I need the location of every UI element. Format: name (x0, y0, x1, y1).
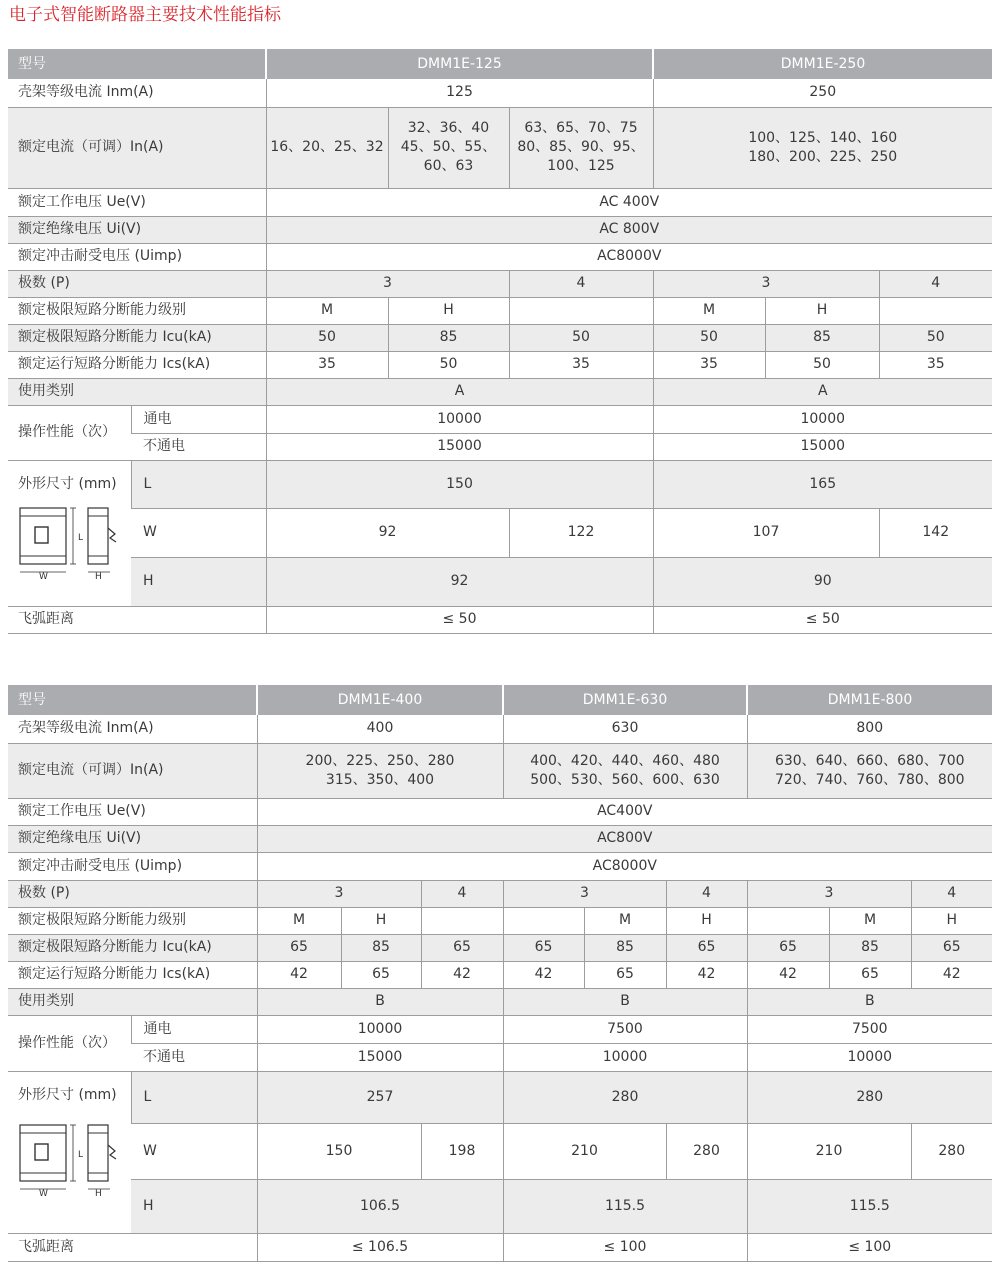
dim-W-value: 198 (421, 1123, 503, 1179)
level-cell: H (666, 907, 747, 934)
model-label: 型号 (8, 685, 257, 715)
svg-text:L: L (78, 532, 84, 543)
operation-label: 操作性能（次） (8, 405, 131, 460)
level-cell: H (911, 907, 992, 934)
level-cell: M (584, 907, 666, 934)
icu-row (8, 934, 992, 961)
icu-cell: 65 (666, 934, 747, 961)
dim-W-value: 210 (747, 1123, 911, 1179)
category-row (8, 988, 992, 1015)
ics-row (8, 961, 992, 988)
ue-row (8, 798, 992, 825)
ue-label: 额定工作电压 Ue(V) (8, 188, 266, 216)
category-label: 使用类别 (8, 988, 257, 1015)
category-value: A (653, 378, 992, 405)
level-cell: M (653, 297, 765, 324)
operation-off-row (8, 1043, 992, 1071)
poles-label: 极数 (P) (8, 270, 266, 297)
dim-H-value: 90 (653, 557, 992, 606)
icu-label: 额定极限短路分断能力 Icu(kA) (8, 934, 257, 961)
breaking-level-row (8, 297, 992, 324)
dim-H-value: 115.5 (503, 1179, 747, 1233)
op-on-value: 7500 (503, 1015, 747, 1043)
arc-label: 飞弧距离 (8, 606, 266, 633)
icu-cell: 65 (911, 934, 992, 961)
rated-current-value: 630、640、660、680、700 720、740、760、780、800 (747, 743, 992, 798)
arc-value: ≤ 100 (747, 1233, 992, 1261)
ics-cell: 42 (666, 961, 747, 988)
ue-value: AC400V (257, 798, 992, 825)
dimensions-cell (8, 460, 131, 606)
level-cell (421, 907, 503, 934)
rated-current-value: 100、125、140、160 180、200、225、250 (653, 107, 992, 188)
ics-cell: 50 (765, 351, 879, 378)
powered-label: 通电 (131, 405, 266, 433)
dim-H-value: 92 (266, 557, 653, 606)
dim-L-value: 150 (266, 460, 653, 508)
frame-current-value: 125 (266, 79, 653, 107)
powered-label: 通电 (131, 1015, 257, 1043)
poles-value: 4 (879, 270, 992, 297)
ics-cell: 35 (266, 351, 388, 378)
dim-W-value: 107 (653, 508, 879, 557)
icu-label: 额定极限短路分断能力 Icu(kA) (8, 324, 266, 351)
icu-cell: 85 (829, 934, 911, 961)
spec-table-400-800 (8, 685, 992, 1262)
dim-L-label: L (131, 1071, 257, 1123)
breaking-level-row (8, 907, 992, 934)
svg-text:L: L (78, 1149, 84, 1160)
icu-cell: 65 (747, 934, 829, 961)
rated-current-label: 额定电流（可调）In(A) (8, 107, 266, 188)
arc-value: ≤ 50 (653, 606, 992, 633)
poles-value: 3 (266, 270, 509, 297)
dimensions-label: 外形尺寸 (mm) (18, 475, 117, 492)
level-cell (503, 907, 584, 934)
rated-current-value: 32、36、40 45、50、55、 60、63 (388, 107, 509, 188)
level-cell (509, 297, 653, 324)
model-dmm1e-400: DMM1E-400 (257, 685, 503, 715)
level-cell (747, 907, 829, 934)
category-label: 使用类别 (8, 378, 266, 405)
poles-row (8, 880, 992, 907)
poles-value: 4 (509, 270, 653, 297)
dim-W-value: 142 (879, 508, 992, 557)
arc-row (8, 606, 992, 633)
ue-label: 额定工作电压 Ue(V) (8, 798, 257, 825)
dimensions-cell (8, 1071, 131, 1233)
category-value: B (257, 988, 503, 1015)
dimensions-label: 外形尺寸 (mm) (18, 1086, 117, 1103)
poles-row (8, 270, 992, 297)
breaker-outline-diagram (18, 1123, 122, 1197)
svg-text:H: H (95, 571, 102, 580)
ics-cell: 42 (421, 961, 503, 988)
frame-current-row (8, 715, 992, 743)
rated-current-row (8, 107, 992, 188)
category-value: B (503, 988, 747, 1015)
icu-row (8, 324, 992, 351)
model-label: 型号 (8, 49, 266, 79)
breaking-level-label: 额定极限短路分断能力级别 (8, 297, 266, 324)
op-off-value: 15000 (257, 1043, 503, 1071)
dim-W-label: W (131, 508, 266, 557)
ue-value: AC 400V (266, 188, 992, 216)
rated-current-value: 200、225、250、280 315、350、400 (257, 743, 503, 798)
op-off-value: 10000 (747, 1043, 992, 1071)
dim-H-row (8, 557, 992, 606)
level-cell (879, 297, 992, 324)
rated-current-value: 63、65、70、75 80、85、90、95、 100、125 (509, 107, 653, 188)
spec-table-125-250 (8, 49, 992, 634)
level-cell: H (341, 907, 421, 934)
category-row (8, 378, 992, 405)
ics-cell: 42 (257, 961, 341, 988)
ui-label: 额定绝缘电压 Ui(V) (8, 216, 266, 243)
arc-row (8, 1233, 992, 1261)
icu-cell: 85 (388, 324, 509, 351)
frame-current-label: 壳架等级电流 Inm(A) (8, 715, 257, 743)
dim-L-label: L (131, 460, 266, 508)
ics-label: 额定运行短路分断能力 Ics(kA) (8, 961, 257, 988)
svg-text:W: W (39, 1188, 48, 1197)
dim-H-value: 115.5 (747, 1179, 992, 1233)
dim-L-value: 257 (257, 1071, 503, 1123)
ics-row (8, 351, 992, 378)
model-dmm1e-800: DMM1E-800 (747, 685, 992, 715)
uimp-row (8, 243, 992, 270)
icu-cell: 50 (653, 324, 765, 351)
op-on-value: 10000 (653, 405, 992, 433)
category-value: A (266, 378, 653, 405)
level-cell: M (257, 907, 341, 934)
unpowered-label: 不通电 (131, 433, 266, 460)
rated-current-label: 额定电流（可调）In(A) (8, 743, 257, 798)
poles-value: 4 (666, 880, 747, 907)
dim-W-label: W (131, 1123, 257, 1179)
dim-W-value: 280 (666, 1123, 747, 1179)
icu-cell: 65 (257, 934, 341, 961)
frame-current-value: 400 (257, 715, 503, 743)
arc-value: ≤ 100 (503, 1233, 747, 1261)
poles-value: 4 (911, 880, 992, 907)
ics-cell: 35 (879, 351, 992, 378)
poles-label: 极数 (P) (8, 880, 257, 907)
dim-W-row (8, 1123, 992, 1179)
level-cell: H (765, 297, 879, 324)
frame-current-label: 壳架等级电流 Inm(A) (8, 79, 266, 107)
dim-H-value: 106.5 (257, 1179, 503, 1233)
icu-cell: 85 (341, 934, 421, 961)
ics-cell: 42 (503, 961, 584, 988)
icu-cell: 85 (584, 934, 666, 961)
uimp-label: 额定冲击耐受电压 (Uimp) (8, 852, 257, 880)
dim-W-value: 122 (509, 508, 653, 557)
op-on-value: 10000 (266, 405, 653, 433)
ics-cell: 35 (509, 351, 653, 378)
operation-on-row (8, 1015, 992, 1043)
svg-text:H: H (95, 1188, 102, 1197)
ui-row (8, 825, 992, 852)
header-row (8, 685, 992, 715)
breaking-level-label: 额定极限短路分断能力级别 (8, 907, 257, 934)
uimp-label: 额定冲击耐受电压 (Uimp) (8, 243, 266, 270)
icu-cell: 85 (765, 324, 879, 351)
header-row (8, 49, 992, 79)
model-dmm1e-125: DMM1E-125 (266, 49, 653, 79)
ics-cell: 65 (341, 961, 421, 988)
dim-H-row (8, 1179, 992, 1233)
poles-value: 3 (747, 880, 911, 907)
dim-W-value: 210 (503, 1123, 666, 1179)
uimp-value: AC8000V (266, 243, 992, 270)
dim-W-value: 150 (257, 1123, 421, 1179)
ics-cell: 42 (911, 961, 992, 988)
poles-value: 3 (503, 880, 666, 907)
ics-label: 额定运行短路分断能力 Ics(kA) (8, 351, 266, 378)
dim-L-value: 280 (503, 1071, 747, 1123)
level-cell: H (388, 297, 509, 324)
dim-W-value: 280 (911, 1123, 992, 1179)
icu-cell: 50 (879, 324, 992, 351)
page-title: 电子式智能断路器主要技术性能指标 (9, 5, 281, 25)
frame-current-row (8, 79, 992, 107)
dim-L-value: 280 (747, 1071, 992, 1123)
poles-value: 4 (421, 880, 503, 907)
dim-L-value: 165 (653, 460, 992, 508)
svg-text:W: W (39, 571, 48, 580)
rated-current-value: 400、420、440、460、480 500、530、560、600、630 (503, 743, 747, 798)
operation-label: 操作性能（次） (8, 1015, 131, 1071)
op-off-value: 10000 (503, 1043, 747, 1071)
dim-H-label: H (131, 1179, 257, 1233)
ics-cell: 65 (584, 961, 666, 988)
ics-cell: 35 (653, 351, 765, 378)
op-off-value: 15000 (266, 433, 653, 460)
model-dmm1e-630: DMM1E-630 (503, 685, 747, 715)
op-on-value: 7500 (747, 1015, 992, 1043)
dim-L-row (8, 460, 992, 508)
dim-H-label: H (131, 557, 266, 606)
op-off-value: 15000 (653, 433, 992, 460)
icu-cell: 65 (421, 934, 503, 961)
frame-current-value: 800 (747, 715, 992, 743)
ics-cell: 42 (747, 961, 829, 988)
arc-label: 飞弧距离 (8, 1233, 257, 1261)
level-cell: M (829, 907, 911, 934)
operation-off-row (8, 433, 992, 460)
icu-cell: 65 (503, 934, 584, 961)
unpowered-label: 不通电 (131, 1043, 257, 1071)
operation-on-row (8, 405, 992, 433)
level-cell: M (266, 297, 388, 324)
arc-value: ≤ 50 (266, 606, 653, 633)
category-value: B (747, 988, 992, 1015)
op-on-value: 10000 (257, 1015, 503, 1043)
dim-W-value: 92 (266, 508, 509, 557)
arc-value: ≤ 106.5 (257, 1233, 503, 1261)
uimp-value: AC8000V (257, 852, 992, 880)
breaker-outline-diagram (18, 506, 122, 580)
ui-label: 额定绝缘电压 Ui(V) (8, 825, 257, 852)
uimp-row (8, 852, 992, 880)
ui-value: AC 800V (266, 216, 992, 243)
frame-current-value: 630 (503, 715, 747, 743)
ue-row (8, 188, 992, 216)
rated-current-row (8, 743, 992, 798)
dim-L-row (8, 1071, 992, 1123)
poles-value: 3 (257, 880, 421, 907)
frame-current-value: 250 (653, 79, 992, 107)
poles-value: 3 (653, 270, 879, 297)
ics-cell: 65 (829, 961, 911, 988)
model-dmm1e-250: DMM1E-250 (653, 49, 992, 79)
ui-row (8, 216, 992, 243)
rated-current-value: 16、20、25、32 (266, 107, 388, 188)
ics-cell: 50 (388, 351, 509, 378)
dim-W-row (8, 508, 992, 557)
icu-cell: 50 (266, 324, 388, 351)
icu-cell: 50 (509, 324, 653, 351)
ui-value: AC800V (257, 825, 992, 852)
